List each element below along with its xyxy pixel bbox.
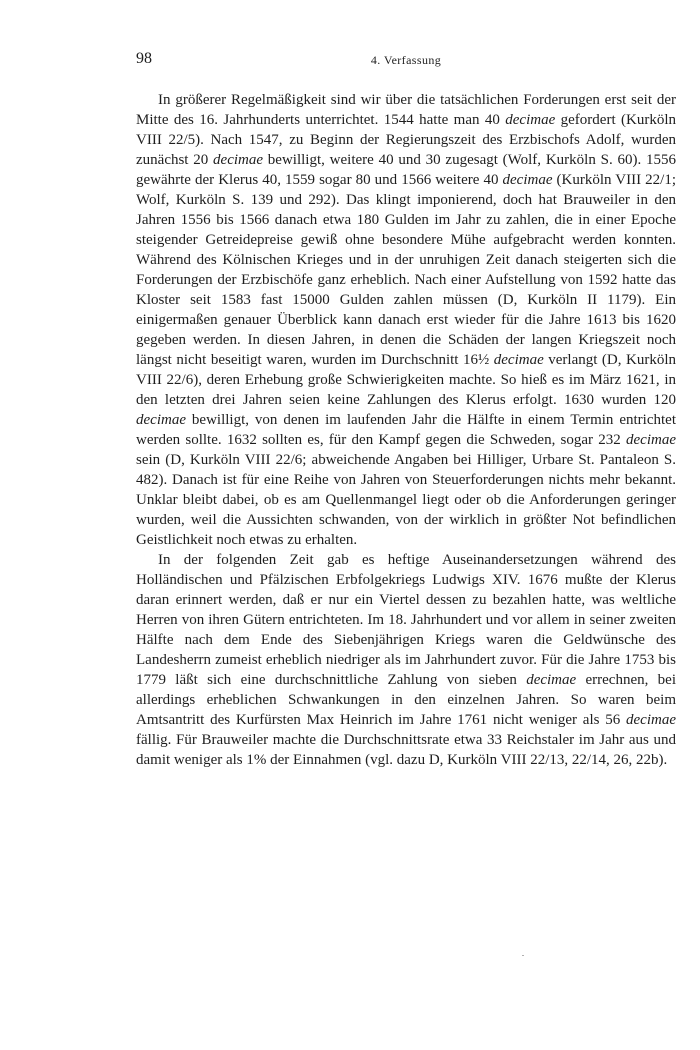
italic-term: decimae bbox=[493, 352, 544, 368]
italic-term: decimae bbox=[213, 152, 264, 168]
page-number: 98 bbox=[136, 50, 152, 67]
body-text bbox=[136, 90, 676, 770]
text-run: sein (D, Kurköln VIII 22/6; abweichende Angaben bei Hilliger, Urbare St. Pantaleon S. 482). Danach ist für eine Reihe von Jahren von Steuerforderungen nichts mehr bekannt. Unklar bleibt dabei, ob es am Quellenmangel liegt oder ob die Anforderungen geringer wurden, weil die Aussichten schwanden, von der wirklich in größter Not befindlichen Geistlichkeit noch etwas zu erhalten. bbox=[136, 452, 676, 548]
text-run: errechnen, bei allerdings erheblichen Schwankungen in den einzelnen Jahren. So waren beim Amtsantritt des Kurfürsten Max Heinrich im Jahre 1761 nicht weniger als 56 bbox=[136, 672, 676, 728]
text-run: In der folgenden Zeit gab es heftige Auseinandersetzungen während des Holländischen und Pfälzischen Erbfolgekriegs Ludwigs XIV. 1676 mußte der Klerus daran erinnert werden, daß er nur ein Viertel dessen zu bezahlen hatte, was weltliche Herren von ihren Gütern entrichteten. Im 18. Jahrhundert und vor allem in seiner zweiten Hälfte nach dem Ende des Siebenjährigen Kriegs waren die Geldwünsche des Landesherrn zumeist erheblich niedriger als im Jahrhundert zuvor. Für die Jahre 1753 bis 1779 läßt sich eine durchschnittliche Zahlung von sieben bbox=[136, 552, 676, 688]
italic-term: decimae bbox=[626, 432, 676, 448]
text-run: bewilligt, von denen im laufenden Jahr die Hälfte in einem Termin entrichtet werden sollte. 1632 sollten es, für den Kampf gegen die Schweden, sogar 232 bbox=[136, 412, 676, 448]
italic-term: decimae bbox=[505, 112, 556, 128]
scan-speck bbox=[522, 955, 524, 956]
text-run: gefordert (Kurköln VIII 22/5). Nach 1547, zu Beginn der Regierungszeit des Erzbischofs Adolf, wurden zunächst 20 bbox=[136, 112, 676, 168]
text-run: fällig. Für Brauweiler machte die Durchschnittsrate etwa 33 Reichstaler im Jahr aus und damit weniger als 1% der Einnahmen (vgl. dazu D, Kurköln VIII 22/13, 22/14, 26, 22b). bbox=[136, 732, 676, 768]
italic-term: decimae bbox=[526, 672, 577, 688]
text-run: In größerer Regelmäßigkeit sind wir über die tatsächlichen Forderungen erst seit der Mitte des 16. Jahrhunderts unterrichtet. 1544 hatte man 40 bbox=[136, 92, 676, 128]
page-header bbox=[136, 50, 676, 74]
running-head: 4. Verfassung bbox=[370, 53, 442, 67]
text-run: verlangt (D, Kurköln VIII 22/6), deren Erhebung große Schwierigkeiten machte. So hieß es im März 1621, in den letzten drei Jahren seien keine Zahlungen des Klerus erfolgt. 1630 wurden 120 bbox=[136, 352, 677, 408]
italic-term: decimae bbox=[502, 172, 553, 188]
italic-term: decimae bbox=[626, 712, 676, 728]
paragraph bbox=[136, 550, 676, 770]
italic-term: decimae bbox=[136, 412, 186, 428]
text-run: bewilligt, weitere 40 und 30 zugesagt (Wolf, Kurköln S. 60). 1556 gewährte der Klerus 40, 1559 sogar 80 und 1566 weitere 40 bbox=[136, 152, 676, 188]
paragraph bbox=[136, 90, 676, 550]
text-run: (Kurköln VIII 22/1; Wolf, Kurköln S. 139 und 292). Das klingt imponierend, doch hat Brauweiler in den Jahren 1556 bis 1566 danach etwa 180 Gulden im Jahr zu zahlen, die in einer Epoche steigender Getreidepreise gewiß ohne besondere Mühe aufgebracht werden konnten. Während des Kölnischen Krieges und in der unruhigen Zeit danach steigerten sich die Forderungen der Erzbischöfe ganz erheblich. Nach einer Aufstellung von 1592 hatte das Kloster seit 1583 fast 15000 Gulden zahlen müssen (D, Kurköln II 1179). Ein einigermaßen genauer Überblick kann danach erst wieder für die Jahre 1613 bis 1620 gegeben werden. In diesen Jahren, in denen die Schäden der langen Kriegszeit noch längst nicht beseitigt waren, wurden im Durchschnitt 16½ bbox=[136, 172, 676, 368]
